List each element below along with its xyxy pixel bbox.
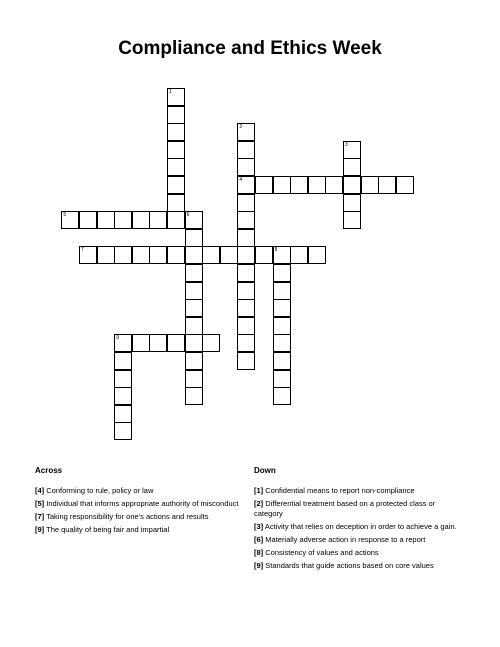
grid-cell[interactable] xyxy=(79,211,97,229)
across-clue: [9] The quality of being fair and impartial xyxy=(35,525,170,534)
down-clue: [6] Materially adverse action in response to a report xyxy=(254,535,426,544)
clue-number: 9 xyxy=(116,335,119,342)
grid-cell[interactable] xyxy=(132,246,150,264)
grid-cell[interactable] xyxy=(237,264,255,282)
grid-cell[interactable] xyxy=(237,352,255,370)
grid-cell[interactable] xyxy=(343,158,361,176)
grid-cell[interactable] xyxy=(167,141,185,159)
grid-cell[interactable] xyxy=(273,299,291,317)
grid-cell[interactable] xyxy=(114,422,132,440)
grid-cell[interactable] xyxy=(61,211,79,229)
grid-cell[interactable] xyxy=(237,229,255,247)
grid-cell[interactable] xyxy=(185,211,203,229)
grid-cell[interactable] xyxy=(237,299,255,317)
grid-cell[interactable] xyxy=(273,334,291,352)
grid-cell[interactable] xyxy=(149,334,167,352)
grid-cell[interactable] xyxy=(343,141,361,159)
grid-cell[interactable] xyxy=(132,334,150,352)
grid-cell[interactable] xyxy=(185,299,203,317)
down-clue: [1] Confidential means to report non-compliance xyxy=(254,486,415,495)
grid-cell[interactable] xyxy=(237,176,255,194)
grid-cell[interactable] xyxy=(378,176,396,194)
grid-cell[interactable] xyxy=(149,246,167,264)
clue-number: 4 xyxy=(239,177,243,183)
grid-cell[interactable] xyxy=(237,211,255,229)
grid-cell[interactable] xyxy=(132,211,150,229)
puzzle-title: Compliance and Ethics Week xyxy=(118,38,382,59)
grid-cell[interactable] xyxy=(114,334,132,352)
grid-cell[interactable] xyxy=(185,370,203,388)
grid-cell[interactable] xyxy=(237,246,255,264)
grid-cell[interactable] xyxy=(237,194,255,212)
grid-cell[interactable] xyxy=(237,141,255,159)
grid-cell[interactable] xyxy=(185,246,203,264)
clue-number: 7 xyxy=(81,247,84,254)
down-clues xyxy=(254,466,464,574)
grid-cell[interactable] xyxy=(237,282,255,300)
grid-cell[interactable] xyxy=(343,211,361,229)
down-clue: [8] Consistency of values and actions xyxy=(254,548,379,557)
down-heading: Down xyxy=(254,466,276,475)
grid-cell[interactable] xyxy=(308,246,326,264)
grid-cell[interactable] xyxy=(273,282,291,300)
grid-cell[interactable] xyxy=(255,176,273,194)
grid-cell[interactable] xyxy=(167,194,185,212)
grid-cell[interactable] xyxy=(185,317,203,335)
down-clue: [3] Activity that relies on deception in order to achieve a gain. xyxy=(254,522,457,531)
clue-number: 6 xyxy=(186,212,190,219)
grid-cell[interactable] xyxy=(273,317,291,335)
grid-cell[interactable] xyxy=(273,264,291,282)
grid-cell[interactable] xyxy=(185,282,203,300)
clue-number: 2 xyxy=(239,124,243,131)
grid-cell[interactable] xyxy=(255,246,273,264)
across-clue: [7] Taking responsibility for one's actions and results xyxy=(35,512,209,521)
down-clue: [2] Differential treatment based on a protected class or category xyxy=(254,499,436,518)
grid-cell[interactable] xyxy=(273,352,291,370)
grid-cell[interactable] xyxy=(79,246,97,264)
grid-cell[interactable] xyxy=(185,352,203,370)
grid-cell[interactable] xyxy=(237,123,255,141)
grid-cell[interactable] xyxy=(97,246,115,264)
grid-cell[interactable] xyxy=(361,176,379,194)
clue-number: 5 xyxy=(63,212,67,219)
grid-cell[interactable] xyxy=(290,246,308,264)
across-clue: [5] Individual that informs appropriate authority of misconduct xyxy=(35,499,239,508)
clue-number: 1 xyxy=(169,89,172,95)
grid-cell[interactable] xyxy=(325,176,343,194)
grid-cell[interactable] xyxy=(290,176,308,194)
grid-cell[interactable] xyxy=(114,405,132,423)
grid-cell[interactable] xyxy=(237,317,255,335)
grid-cell[interactable] xyxy=(167,211,185,229)
grid-cell[interactable] xyxy=(237,334,255,352)
across-clue: [4] Conforming to rule, policy or law xyxy=(35,486,154,495)
grid-cell[interactable] xyxy=(396,176,414,194)
grid-cell[interactable] xyxy=(114,352,132,370)
grid-cell[interactable] xyxy=(97,211,115,229)
grid-cell[interactable] xyxy=(202,334,220,352)
grid-cell[interactable] xyxy=(114,211,132,229)
grid-cell[interactable] xyxy=(114,246,132,264)
grid-cell[interactable] xyxy=(167,123,185,141)
grid-cell[interactable] xyxy=(273,246,291,264)
grid-cell[interactable] xyxy=(185,334,203,352)
grid-cell[interactable] xyxy=(273,176,291,194)
grid-cell[interactable] xyxy=(343,194,361,212)
grid-cell[interactable] xyxy=(220,246,238,264)
grid-cell[interactable] xyxy=(167,176,185,194)
grid-cell[interactable] xyxy=(185,387,203,405)
grid-cell[interactable] xyxy=(149,211,167,229)
grid-cell[interactable] xyxy=(237,158,255,176)
grid-cell[interactable] xyxy=(308,176,326,194)
across-heading: Across xyxy=(35,466,63,475)
grid-cell[interactable] xyxy=(273,387,291,405)
across-clues xyxy=(35,466,240,538)
grid-cell[interactable] xyxy=(167,334,185,352)
grid-cell[interactable] xyxy=(167,158,185,176)
grid-cell[interactable] xyxy=(114,370,132,388)
grid-cell[interactable] xyxy=(202,246,220,264)
grid-cell[interactable] xyxy=(343,176,361,194)
grid-cell[interactable] xyxy=(167,88,185,106)
grid-cell[interactable] xyxy=(185,229,203,247)
grid-cell[interactable] xyxy=(114,387,132,405)
grid-cell[interactable] xyxy=(273,370,291,388)
grid-cell[interactable] xyxy=(167,246,185,264)
grid-cell[interactable] xyxy=(185,264,203,282)
down-clue: [9] Standards that guide actions based on core values xyxy=(254,561,434,570)
clue-number: 8 xyxy=(274,247,278,254)
clue-number: 3 xyxy=(345,141,348,148)
grid-cell[interactable] xyxy=(167,106,185,124)
